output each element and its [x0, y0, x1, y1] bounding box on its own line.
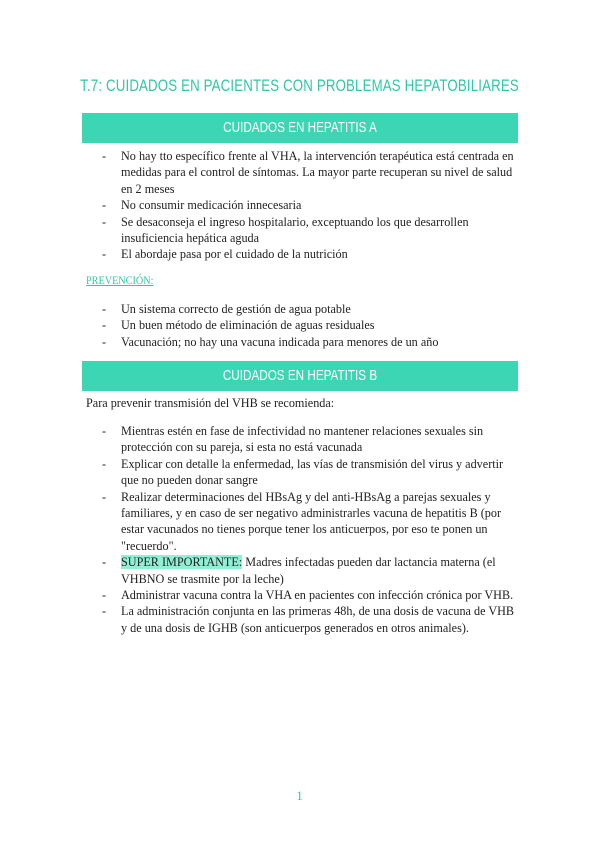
section-a-heading: CUIDADOS EN HEPATITIS A — [223, 119, 377, 136]
list-item: - Explicar con detalle la enfermedad, las vías de transmisión del virus y advertir que no pueden donar sangre — [102, 456, 522, 489]
prevention-heading: PREVENCIÓN: — [86, 273, 154, 287]
list-item: - No hay tto específico frente al VHA, la intervención terapéutica está centrada en medidas para el control de síntomas. La mayor parte recuperan su nivel de salud en 2 meses — [102, 148, 522, 197]
section-a-heading-bar — [82, 113, 518, 143]
list-item: - Realizar determinaciones del HBsAg y del anti-HBsAg a parejas sexuales y familiares, y en caso de ser negativo administrarles vacuna de hepatitis B (por estar vacunados no tienes porque tener los anticuerpos, por eso te ponen un "recuerdo". — [102, 489, 522, 555]
list-item: - Un buen método de eliminación de aguas residuales — [102, 317, 522, 333]
list-item: - La administración conjunta en las primeras 48h, de una dosis de vacuna de VHB y de una dosis de IGHB (son anticuerpos generados en otros animales). — [102, 603, 522, 636]
list-item: - Mientras estén en fase de infectividad no mantener relaciones sexuales sin protección con su pareja, si esta no está vacunada — [102, 423, 522, 456]
page-title: T.7: CUIDADOS EN PACIENTES CON PROBLEMAS HEPATOBILIARES — [80, 76, 519, 95]
section-b-heading: CUIDADOS EN HEPATITIS B — [222, 367, 378, 384]
list-item: - Un sistema correcto de gestión de agua potable — [102, 301, 522, 317]
hepatitis-b-care-list — [102, 423, 522, 636]
page-number: 1 — [296, 788, 303, 803]
important-text: Madres infectadas pueden dar lactancia materna (el VHBNO se trasmite por la leche) — [121, 555, 496, 586]
list-item: - Vacunación; no hay una vacuna indicada para menores de un año — [102, 334, 522, 350]
section-b-intro: Para prevenir transmisión del VHB se recomienda: — [86, 396, 335, 410]
list-item: - No consumir medicación innecesaria — [102, 197, 522, 213]
list-item-important — [102, 554, 522, 587]
important-highlight: SUPER IMPORTANTE: — [121, 555, 243, 570]
prevention-list — [102, 301, 522, 350]
hepatitis-a-care-list — [102, 148, 522, 263]
list-item: - Se desaconseja el ingreso hospitalario, exceptuando los que desarrollen insuficiencia hepática aguda — [102, 214, 522, 247]
list-item: - El abordaje pasa por el cuidado de la nutrición — [102, 246, 522, 262]
section-b-heading-bar — [82, 361, 518, 391]
list-item: - Administrar vacuna contra la VHA en pacientes con infección crónica por VHB. — [102, 587, 522, 603]
